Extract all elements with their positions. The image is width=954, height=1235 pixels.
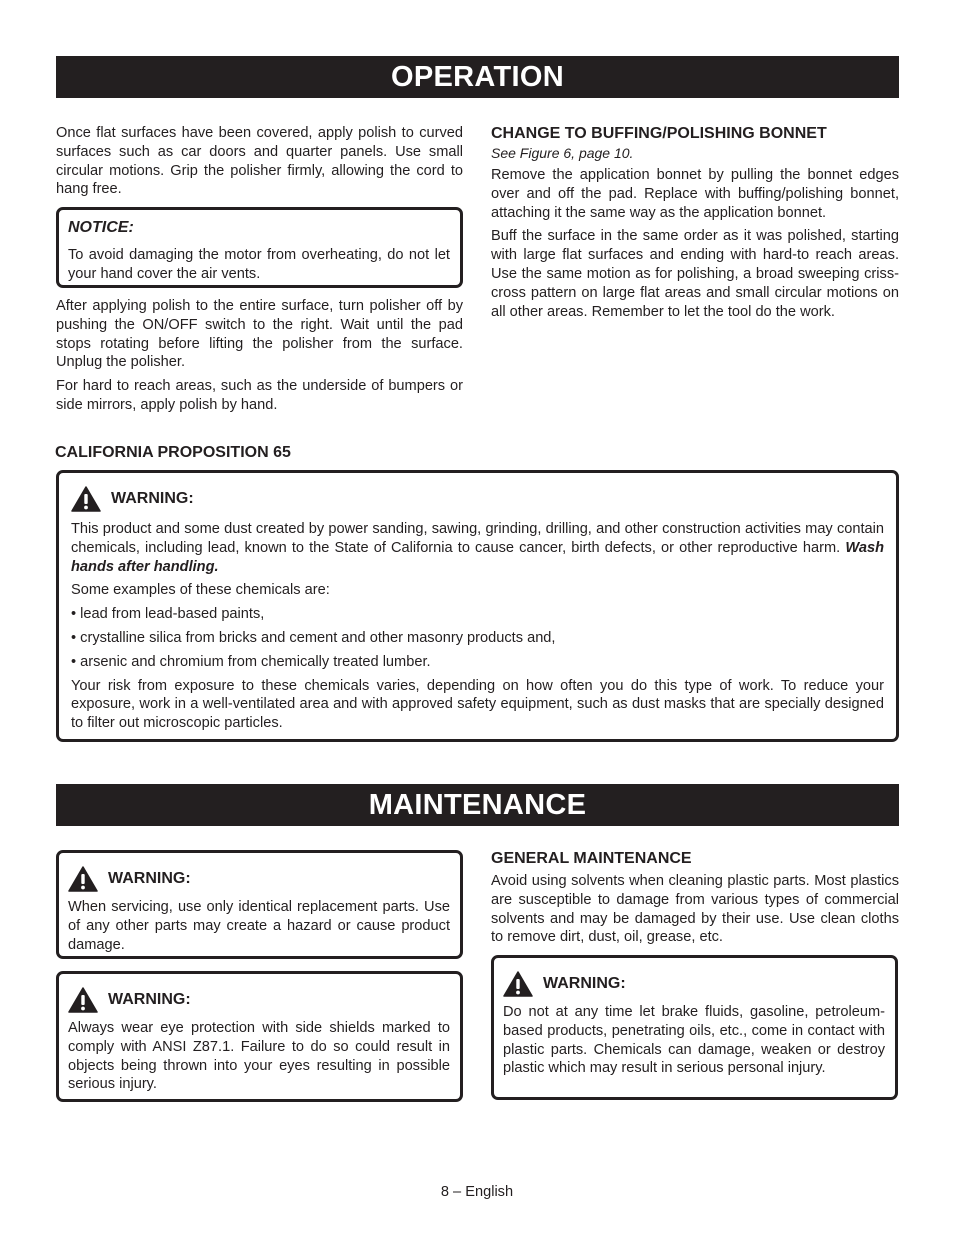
warning-emphasis: Wash hands after handling. [71, 539, 884, 575]
list-item: • arsenic and chromium from chemically treated lumber. [71, 653, 431, 670]
warning-box-plastic-parts [491, 955, 898, 1100]
operation-paragraph: For hard to reach areas, such as the underside of bumpers or side mirrors, apply polish by hand. [56, 378, 463, 413]
warning-triangle-icon [71, 486, 101, 512]
operation-banner: OPERATION [56, 56, 899, 98]
section-heading: CHANGE TO BUFFING/POLISHING BONNET [491, 125, 827, 142]
operation-right-column [491, 124, 899, 326]
notice-box [56, 207, 463, 288]
warning-box-eye-protection [56, 971, 463, 1102]
warning-text: Do not at any time let brake fluids, gasoline, petroleum-based products, penetrating oils, etc., come in contact with plastic parts. Chemicals can damage, weaken or destroy plastic which may result in serious personal injury. [503, 1004, 885, 1077]
warning-title: WARNING: [108, 991, 191, 1008]
maintenance-paragraph: Avoid using solvents when cleaning plastic parts. Most plastics are susceptible to damage from various types of commercial solvents and may be damaged by their use. Use clean cloths to remove dirt, dust, oil, grease, etc. [491, 873, 899, 946]
notice-text: To avoid damaging the motor from overheating, do not let your hand cover the air vents. [68, 247, 450, 282]
section-heading: CALIFORNIA PROPOSITION 65 [55, 444, 291, 461]
operation-paragraph: Remove the application bonnet by pulling the bonnet edges over and off the pad. Replace with buffing/polishing bonnet, attaching it the same way as the application bonnet. [491, 167, 899, 221]
warning-title: WARNING: [543, 975, 626, 992]
notice-title: NOTICE: [68, 219, 134, 236]
warning-text: When servicing, use only identical replacement parts. Use of any other parts may create a hazard or cause product damage. [68, 899, 450, 953]
warning-triangle-icon [68, 987, 98, 1013]
list-item: • lead from lead-based paints, [71, 606, 265, 623]
warning-title: WARNING: [108, 870, 191, 887]
warning-text [71, 520, 884, 576]
prop65-warning-box [56, 470, 899, 742]
operation-paragraph: After applying polish to the entire surface, turn polisher off by pushing the ON/OFF switch to the right. Wait until the pad stops rotating before lifting the polisher from the surface. Unplug the polisher. [56, 298, 463, 371]
warning-triangle-icon [503, 971, 533, 997]
operation-left-lower [56, 297, 463, 420]
warning-text: Always wear eye protection with side shields marked to comply with ANSI Z87.1. Failure to do so could result in objects being thrown into your eyes resulting in possible serious injury. [68, 1020, 450, 1093]
operation-left-column [56, 124, 463, 204]
operation-paragraph: Buff the surface in the same order as it was polished, starting with large flat surfaces and ending with hard-to reach areas. Use the same motion as for polishing, a broad sweeping criss-cross pattern on large flat areas and small circular motions on all other areas. Remember to let the tool do the work. [491, 228, 899, 320]
list-item: • crystalline silica from bricks and cement and other masonry products and, [71, 629, 556, 646]
warning-triangle-icon [68, 866, 98, 892]
figure-reference: See Figure 6, page 10. [491, 145, 634, 161]
maintenance-banner: MAINTENANCE [56, 784, 899, 826]
page-footer: 8 – English [440, 1184, 514, 1200]
warning-text: Your risk from exposure to these chemicals varies, depending on how often you do this type of work. To reduce your exposure, work in a well-ventilated area and with approved safety equipment, such as dust masks that are specially designed to filter out microscopic particles. [71, 677, 884, 732]
operation-paragraph: Once flat surfaces have been covered, apply polish to curved surfaces such as car doors and quarter panels. Use small circular motions. Grip the polisher firmly, allowing the cord to hang free. [56, 125, 463, 198]
warning-text: Some examples of these chemicals are: [71, 582, 330, 599]
general-maintenance-column [491, 849, 899, 952]
section-heading: GENERAL MAINTENANCE [491, 850, 692, 867]
warning-box-replacement-parts [56, 850, 463, 959]
warning-title: WARNING: [111, 490, 194, 507]
warning-text-main: This product and some dust created by power sanding, sawing, grinding, drilling, and other construction activities may contain chemicals, including lead, known to the State of California to cause cancer, birth defects, or other reproductive harm. [71, 521, 884, 556]
